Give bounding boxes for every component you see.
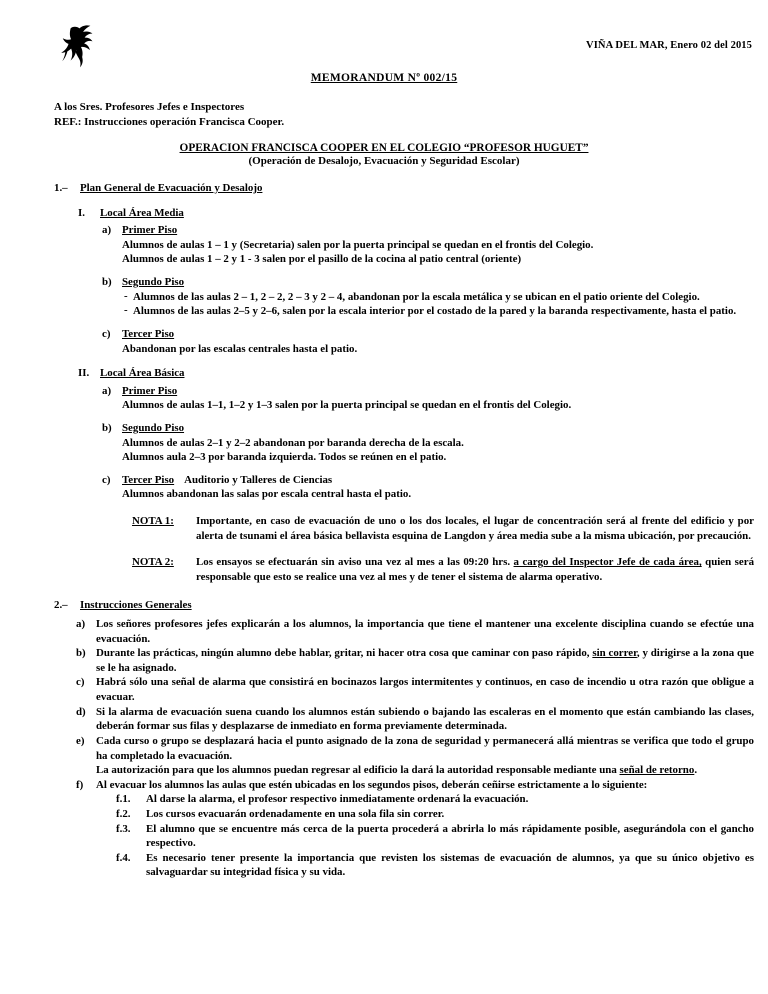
basica-item-b-line-2: Alumnos aula 2–3 por baranda izquierda. Todos se reúnen en el patio. xyxy=(122,451,447,464)
media-item-a-body xyxy=(122,238,768,267)
basica-item-c-title-extra: Auditorio y Talleres de Ciencias xyxy=(184,473,333,486)
general-item-b-text-underlined: sin correr xyxy=(592,647,637,660)
basica-item-a xyxy=(102,384,768,413)
basica-item-c-body xyxy=(122,487,768,502)
general-item-f-text: Al evacuar los alumnos las aulas que estén ubicadas en los segundos pisos, deberán ceñirse estrictamente a lo siguiente: xyxy=(96,778,648,791)
general-item-e xyxy=(76,734,754,778)
media-item-b-dash-1 xyxy=(124,290,754,305)
addressee-block xyxy=(54,100,768,129)
general-item-f3-marker: f.3. xyxy=(116,822,131,835)
general-item-f1-marker: f.1. xyxy=(116,793,131,806)
basica-item-c-title: Tercer Piso xyxy=(122,473,175,486)
general-item-f4-marker: f.4. xyxy=(116,851,131,864)
media-item-b-title: Segundo Piso xyxy=(122,276,185,289)
nota-1-text: Importante, en caso de evacuación de uno o los dos locales, el lugar de concentración será al frente del edificio y por alerta de tsunami el área básica bellavista esquina de Langdon y área media sube a la misma ubicación, por precaución. xyxy=(196,515,754,542)
general-item-f xyxy=(76,778,754,880)
general-item-a-text: Los señores profesores jefes explicarán a los alumnos, la importancia que tiene el mantener una excelente disciplina cuando se efectúe una evacuación. xyxy=(96,618,754,645)
media-item-b-marker: b) xyxy=(102,276,112,289)
nota-2 xyxy=(132,555,754,584)
dash-bullet-icon: - xyxy=(124,304,128,317)
media-item-b-body xyxy=(122,290,754,319)
nota-1 xyxy=(132,514,754,543)
media-item-a-line-1: Alumnos de aulas 1 – 1 y (Secretaria) salen por la puerta principal se quedan en el frontis del Colegio. xyxy=(122,238,594,251)
roman-section-local-area-media xyxy=(78,206,768,356)
general-item-e-text2-part-1: La autorización para que los alumnos puedan regresar al edificio la dará la autoridad responsable mediante una xyxy=(96,764,620,777)
general-item-b xyxy=(76,646,754,675)
section-2 xyxy=(54,598,768,613)
media-item-b-dash-2 xyxy=(124,304,754,319)
section-1-heading xyxy=(54,181,768,196)
general-instructions-list xyxy=(76,617,754,880)
general-item-d-text: Si la alarma de evacuación suena cuando los alumnos están subiendo o bajando las escaleras en el momento que están cambiando las clases, deberán formar sus filas y desplazarse de inmediato en forma previamente determinada. xyxy=(96,705,754,733)
addressee-line-2: REF.: Instrucciones operación Francisca Cooper. xyxy=(54,115,285,128)
basica-item-a-line-1: Alumnos de aulas 1–1, 1–2 y 1–3 salen por la puerta principal se quedan en el frontis del Colegio. xyxy=(122,399,572,412)
general-item-a-marker: a) xyxy=(76,618,86,631)
media-item-a xyxy=(102,223,768,267)
basica-item-a-marker: a) xyxy=(102,384,112,397)
section-2-number: 2.– xyxy=(54,599,68,612)
media-item-c-marker: c) xyxy=(102,327,111,340)
media-item-b-dash-2-text: Alumnos de las aulas 2–5 y 2–6, salen por la escala interior por el costado de la pared y la baranda respectivamente, hasta el patio. xyxy=(133,305,737,318)
general-item-a xyxy=(76,617,754,646)
dash-bullet-icon: - xyxy=(124,289,128,302)
general-item-f2-text: Los cursos evacuarán ordenadamente en una sola fila sin correr. xyxy=(146,807,445,820)
general-item-e-text: Cada curso o grupo se desplazará hacia el punto asignado de la zona de seguridad y permanecerá allá mientras se verifica que todo el grupo ha completado la evacuación. xyxy=(96,734,754,762)
section-2-title: Instrucciones Generales xyxy=(80,599,192,612)
addressee-line-1: A los Sres. Profesores Jefes e Inspectores xyxy=(54,101,245,113)
roman-numeral-i: I. xyxy=(78,206,85,219)
general-item-c-marker: c) xyxy=(76,676,85,689)
media-item-b xyxy=(102,275,768,319)
media-item-c-line-1: Abandonan por las escalas centrales hasta el patio. xyxy=(122,342,358,355)
basica-item-b-marker: b) xyxy=(102,421,112,434)
basica-item-c-heading xyxy=(102,473,768,488)
basica-item-b xyxy=(102,421,768,465)
general-item-f3-text: El alumno que se encuentre más cerca de la puerta procederá a abrirla lo más rápidamente posible, asegurándola con el gancho respectivo. xyxy=(146,822,754,850)
media-item-a-title: Primer Piso xyxy=(122,224,178,237)
local-area-basica-heading xyxy=(78,366,768,381)
document-body xyxy=(0,181,768,880)
media-item-b-dash-1-text: Alumnos de las aulas 2 – 1, 2 – 2, 2 – 3 y 2 – 4, abandonan por la escala metálica y se ubican en el patio oriente del Colegio. xyxy=(133,290,700,303)
local-area-media-title: Local Área Media xyxy=(100,206,184,219)
section-1 xyxy=(54,181,768,584)
general-item-f1 xyxy=(116,792,754,807)
roman-numeral-ii: II. xyxy=(78,367,90,380)
general-item-f-sublist xyxy=(116,792,754,880)
general-item-f-marker: f) xyxy=(76,778,84,791)
basica-item-a-heading xyxy=(102,384,768,399)
media-item-a-marker: a) xyxy=(102,224,112,237)
general-item-f4-text: Es necesario tener presente la importancia que revisten los sistemas de evacuación de alumnos, ya que su único objetivo es salvaguardar su integridad física y su vida. xyxy=(146,851,754,879)
general-item-d-marker: d) xyxy=(76,705,86,718)
nota-2-text-part-1: Los ensayos se efectuarán sin aviso una vez al mes a las 09:20 hrs. xyxy=(196,556,514,569)
general-item-e-continuation xyxy=(96,763,754,778)
general-item-f4 xyxy=(116,851,754,880)
operation-subtitle: (Operación de Desalojo, Evacuación y Seguridad Escolar) xyxy=(248,155,520,168)
general-item-f2-marker: f.2. xyxy=(116,807,131,820)
media-item-c-title: Tercer Piso xyxy=(122,327,175,340)
basica-item-c-marker: c) xyxy=(102,473,111,486)
section-1-number: 1.– xyxy=(54,182,68,195)
media-item-c-body xyxy=(122,342,768,357)
heraldic-dragon-logo-icon xyxy=(54,20,108,72)
basica-item-a-title: Primer Piso xyxy=(122,384,178,397)
local-area-basica-title: Local Área Básica xyxy=(100,367,185,380)
nota-2-text-underlined: a cargo del Inspector Jefe de cada área, xyxy=(513,556,702,569)
media-item-c xyxy=(102,327,768,356)
memorandum-title: MEMORANDUM Nº 002/15 xyxy=(310,72,458,84)
basica-item-c xyxy=(102,473,768,502)
media-item-a-heading xyxy=(102,223,768,238)
basica-item-b-title: Segundo Piso xyxy=(122,421,185,434)
media-item-c-heading xyxy=(102,327,768,342)
general-item-e-marker: e) xyxy=(76,734,85,747)
document-date: VIÑA DEL MAR, Enero 02 del 2015 xyxy=(586,40,752,51)
basica-item-a-body xyxy=(122,398,768,413)
general-item-f1-text: Al darse la alarma, el profesor respectivo inmediatamente ordenará la evacuación. xyxy=(146,793,529,806)
general-item-b-marker: b) xyxy=(76,647,86,660)
roman-section-local-area-basica xyxy=(78,366,768,502)
general-item-f3 xyxy=(116,822,754,851)
media-item-b-heading xyxy=(102,275,768,290)
general-item-b-text-part-2: , y dirigirse a la zona que se le ha asignado. xyxy=(96,647,754,674)
general-item-e-text2-underlined: señal de retorno xyxy=(619,764,695,777)
nota-2-label: NOTA 2: xyxy=(132,556,174,569)
general-item-c xyxy=(76,675,754,704)
basica-item-b-heading xyxy=(102,421,768,436)
general-item-d xyxy=(76,705,754,734)
local-area-media-heading xyxy=(78,206,768,221)
basica-item-c-line-1: Alumnos abandonan las salas por escala central hasta el patio. xyxy=(122,488,412,501)
section-1-title: Plan General de Evacuación y Desalojo xyxy=(80,182,263,195)
general-item-c-text: Habrá sólo una señal de alarma que consistirá en bocinazos largos intermitentes y continuos, en caso de incendio u otra razón que obligue a evacuar. xyxy=(96,676,754,704)
general-item-f2 xyxy=(116,807,754,822)
section-2-heading xyxy=(54,598,768,613)
media-item-a-line-2: Alumnos de aulas 1 – 2 y 1 - 3 salen por el pasillo de la cocina al patio central (oriente) xyxy=(122,253,522,266)
general-item-e-text2-part-2: . xyxy=(694,764,698,777)
nota-2-text-part-2: quien será responsable que esto se realice una vez al mes y de tener el sistema de alarma operativo. xyxy=(196,556,755,583)
document-header xyxy=(0,0,768,66)
general-item-b-text-part-1: Durante las prácticas, ningún alumno debe hablar, gritar, ni hacer otra cosa que caminar con paso rápido, xyxy=(96,647,593,660)
operation-title xyxy=(0,142,768,154)
basica-item-b-body xyxy=(122,436,768,465)
basica-item-b-line-1: Alumnos de aulas 2–1 y 2–2 abandonan por baranda derecha de la escala. xyxy=(122,436,464,449)
operation-title-text: OPERACION FRANCISCA COOPER EN EL COLEGIO “PROFESOR HUGUET” xyxy=(179,142,589,155)
nota-1-label: NOTA 1: xyxy=(132,515,174,527)
